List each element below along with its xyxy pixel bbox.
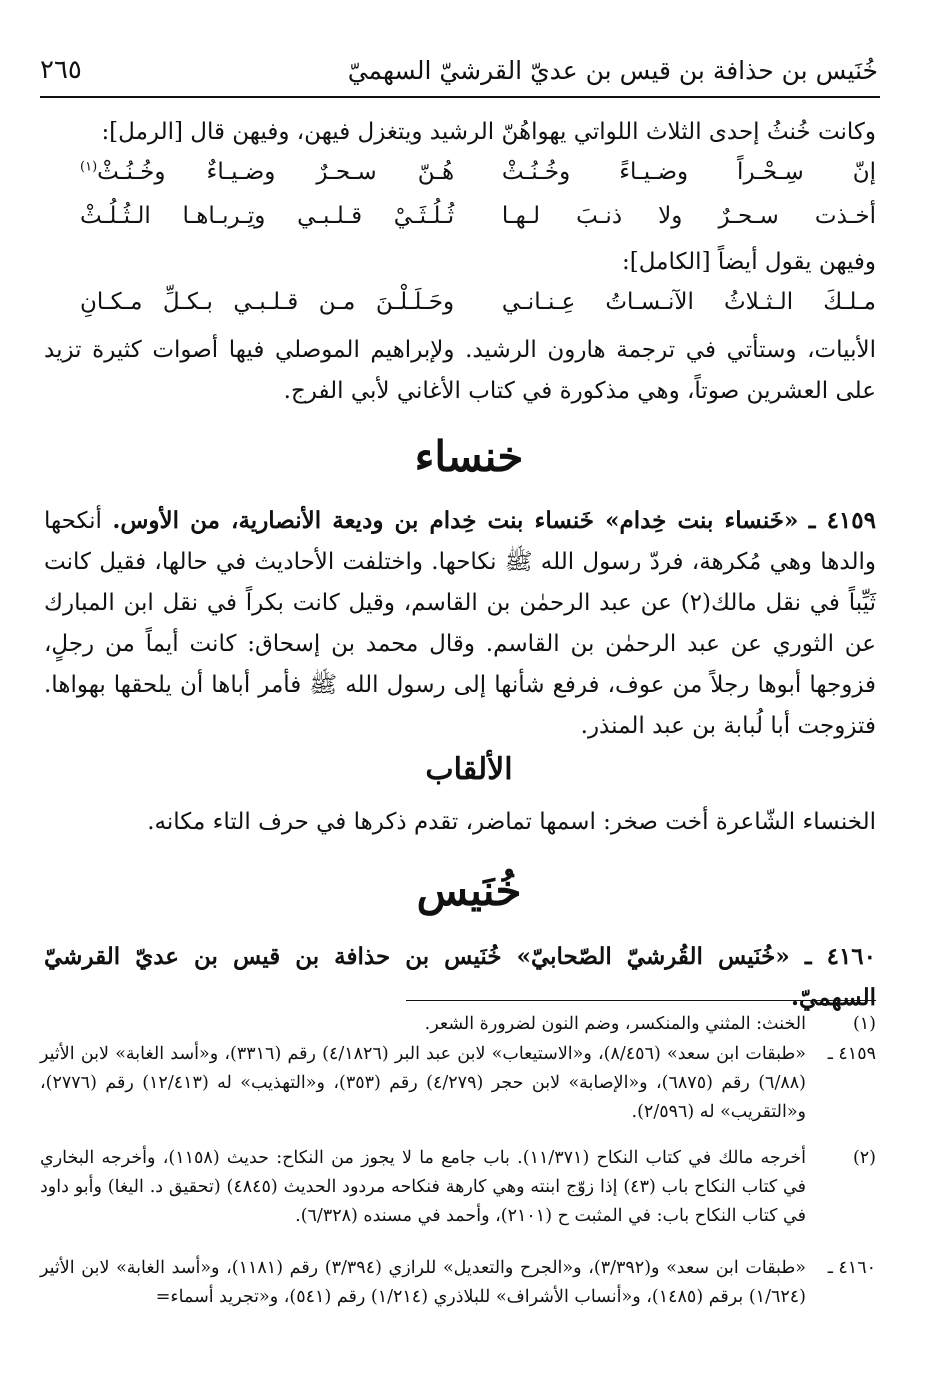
footnote-text: «طبقات ابن سعد» (٨/٤٥٦)، و«الاستيعاب» لابن عبد البر (٤/١٨٢٦) رقم (٣٣١٦)، و«أسد الغابة» لابن الأثير (٦/٨٨) رقم (٦٨٧٥)، و«الإصابة» لابن حجر (٤/٢٧٩) رقم (٣٥٣)، و«التهذيب» له (١٢/٤١٣) رقم (٢٧٧٦)، و«التقريب» له (٢/٥٩٦).	[40, 1044, 806, 1122]
footnote-rule	[406, 1000, 876, 1001]
footnote-marker: ٤١٥٩ ـ	[827, 1044, 876, 1064]
running-title: خُنَيس بن حذافة بن قيس بن عديّ القرشيّ السهميّ	[347, 55, 878, 85]
hemistich-first: إنّ سِـحْـراً وضـيـاءً وخُـنُـثْ	[501, 159, 876, 185]
intro-line: وكانت خُنثُ إحدى الثلاث اللواتي يهواهُنّ الرشيد ويتغزل فيهن، وفيهن قال [الرمل]:	[101, 119, 876, 145]
footnote-text: الخنث: المثني والمنكسر، وضم النون لضرورة الشعر.	[424, 1014, 806, 1034]
footnote-ref: (١)	[80, 159, 98, 175]
hemistich-text: هُـنّ سـحـرٌ وضـيـاءٌ وخُـنُـثْ	[97, 159, 455, 185]
hemistich-first: أخـذت سـحـرٌ ولا ذنـبَ لـهـا	[501, 203, 876, 229]
entry-number: ٤١٥٩ ـ	[808, 507, 876, 534]
header-rule	[40, 96, 880, 98]
poem-line	[80, 194, 876, 238]
hemistich-second: ثُـلُـثَـيْ قـلـبـي وتِـربـاهـا الـثُـلُـثْ	[80, 203, 455, 229]
entry-4159	[44, 500, 876, 747]
entry-4160	[44, 936, 876, 1018]
entry-number: ٤١٦٠ ـ	[804, 943, 877, 970]
hemistich-second: وحَـلَـلْـنَ مـن قـلـبـي بـكـلِّ مـكـانِ	[80, 289, 455, 315]
alqab-body: الخنساء الشّاعرة أخت صخر: اسمها تماضر، تقدم ذكرها في حرف التاء مكانه.	[147, 809, 876, 835]
hemistich-second	[80, 159, 454, 185]
poem-ramal	[80, 150, 876, 238]
section-heading-alqab: الألقاب	[425, 752, 513, 787]
footnote	[40, 1254, 876, 1312]
footnote	[40, 1040, 876, 1127]
entry-body: أنكحها والدها وهي مُكرهة، فردّ رسول الله ﷺ نكاحها. واختلفت الأحاديث في حالها، فقيل كانت ثَيِّباً في نقل مالك(٢) عن عبد الرحمٰن بن القاسم، وقيل كانت بكراً في نقل ابن المبارك عن الثوري عن عبد الرحمٰن بن القاسم. وقال محمد بن إسحاق: كانت أيماً من رجلٍ، فزوجها أبوها رجلاً من عوف، فرفع شأنها إلى رسول الله ﷺ فأمر أباها أن يلحقها بهواها. فتزوجت أبا لُبابة بن عبد المنذر.	[44, 508, 876, 739]
intro-closing: الأبيات، وستأتي في ترجمة هارون الرشيد. ولإبراهيم الموصلي فيها أصوات كثيرة تزيد على العشرين صوتاً، وهي مذكورة في كتاب الأغاني لأبي الفرج.	[44, 337, 876, 404]
footnote	[40, 1144, 876, 1231]
footnote-marker: (١)	[852, 1014, 876, 1034]
entry-text: «خُنَيس القُرشيّ الصّحابيّ» خُنَيس بن حذافة بن قيس بن عديّ القرشيّ السهميّ.	[44, 943, 876, 1011]
footnote-text: «طبقات ابن سعد» و(٣/٣٩٢)، و«الجرح والتعديل» للرازي (٣/٣٩٤) رقم (١١٨١)، و«أسد الغابة» لابن الأثير (١/٦٢٤) برقم (١٤٨٥)، و«أنساب الأشراف» للبلاذري (١/٢١٤) رقم (٥٤١)، و«تجريد أسماء=	[40, 1258, 806, 1307]
footnote-text: أخرجه مالك في كتاب النكاح (١١/٣٧١). باب جامع ما لا يجوز من النكاح: حديث (١١٥٨)، وأخرجه البخاري في كتاب النكاح باب (٤٣) إذا زوّج ابنته وهي كارهة فنكاحه مردود الحديث (٤٨٤٥) (تحقيق د. اليغا) وأبو داود في كتاب النكاح باب: في المثبت ح (٢١٠١)، وأحمد في مسنده (٦/٣٢٨).	[40, 1148, 806, 1226]
poem-line	[80, 150, 876, 194]
section-heading-khansa: خنساء	[414, 432, 524, 481]
poem-kamil	[80, 280, 876, 324]
poem-line	[80, 280, 876, 324]
page-header	[40, 42, 878, 98]
footnote	[40, 1010, 876, 1039]
entry-lead: «خَنساء بنت خِدام» خَنساء بنت خِدام بن وديعة الأنصارية، من الأوس.	[112, 507, 799, 534]
page-number: ٢٦٥	[40, 55, 82, 85]
footnote-marker: ٤١٦٠ ـ	[827, 1258, 876, 1278]
footnote-marker: (٢)	[852, 1148, 876, 1168]
section-heading-khunais: خُنَيس	[416, 866, 522, 915]
hemistich-first: مـلـكَ الـثـلاثُ الآنـسـاتُ عِـنـانـي	[501, 289, 876, 315]
intro-line: وفيهن يقول أيضاً [الكامل]:	[622, 249, 876, 275]
